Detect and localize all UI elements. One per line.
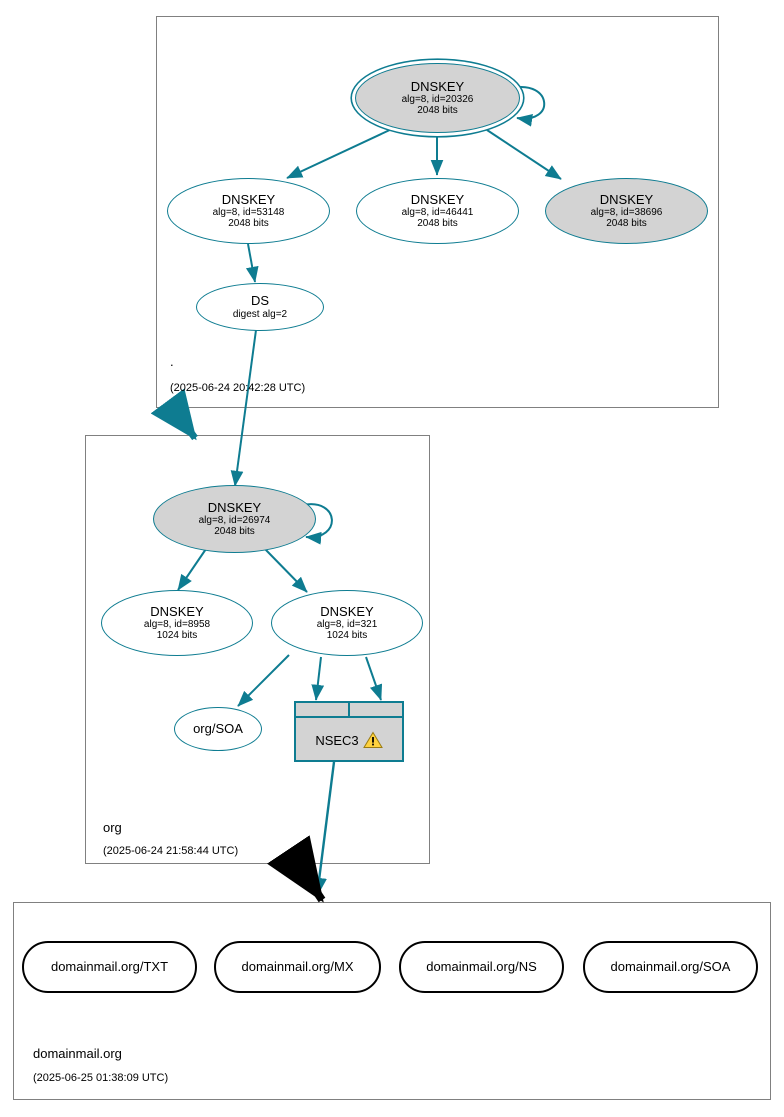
node-detail-alg: alg=8, id=321: [316, 619, 378, 631]
nsec3-header-cell-1: [296, 703, 348, 716]
node-detail-size: 1024 bits: [326, 630, 368, 642]
node-rrset-domainmail-mx[interactable]: [214, 941, 381, 993]
node-title: DNSKEY: [207, 499, 262, 515]
zone-timestamp-domainmail: (2025-06-25 01:38:09 UTC): [33, 1072, 169, 1084]
nsec3-label: NSEC3: [315, 732, 359, 748]
node-detail-alg: alg=8, id=26974: [198, 515, 271, 527]
node-rrset-domainmail-soa[interactable]: [583, 941, 758, 993]
zone-label-domainmail: domainmail.org: [33, 1046, 122, 1061]
node-title: org/SOA: [193, 720, 243, 736]
node-title: domainmail.org/MX: [241, 958, 354, 974]
node-title: DNSKEY: [221, 191, 276, 207]
node-dnskey-org-321[interactable]: [271, 590, 423, 656]
node-detail-alg: alg=8, id=53148: [212, 207, 285, 219]
node-detail-alg: alg=8, id=38696: [590, 207, 663, 219]
node-detail-size: 2048 bits: [417, 105, 458, 117]
node-detail-alg: alg=8, id=8958: [143, 619, 211, 631]
node-title: domainmail.org/NS: [426, 958, 537, 974]
node-dnskey-root-20326[interactable]: [355, 63, 520, 133]
node-rrset-domainmail-ns[interactable]: [399, 941, 564, 993]
nsec3-header-row: [296, 703, 402, 718]
nsec3-body: [296, 718, 402, 762]
node-dnskey-root-46441[interactable]: [356, 178, 519, 244]
node-detail-size: 2048 bits: [417, 218, 458, 230]
node-title: DNSKEY: [410, 78, 465, 94]
zone-timestamp-root: (2025-06-24 20:42:28 UTC): [170, 382, 306, 394]
node-ds-root[interactable]: [196, 283, 324, 331]
warning-icon[interactable]: [363, 731, 383, 749]
node-detail-digest: digest alg=2: [232, 308, 288, 320]
node-detail-size: 2048 bits: [228, 218, 269, 230]
node-title: DNSKEY: [320, 603, 374, 619]
zone-label-root: .: [170, 354, 174, 369]
node-rrset-org-soa[interactable]: [174, 707, 262, 751]
node-detail-alg: alg=8, id=46441: [401, 207, 474, 219]
node-dnskey-root-53148[interactable]: [167, 178, 330, 244]
node-detail-size: 1024 bits: [156, 630, 198, 642]
node-title: DNSKEY: [599, 191, 654, 207]
node-dnskey-org-26974[interactable]: [153, 485, 316, 553]
node-title: domainmail.org/SOA: [610, 958, 731, 974]
zone-label-org: org: [103, 820, 122, 835]
node-detail-size: 2048 bits: [214, 526, 255, 538]
zone-timestamp-org: (2025-06-24 21:58:44 UTC): [103, 845, 239, 857]
node-detail-alg: alg=8, id=20326: [401, 94, 474, 106]
node-rrset-domainmail-txt[interactable]: [22, 941, 197, 993]
node-title: DS: [250, 293, 270, 309]
nsec3-header-cell-2: [348, 703, 402, 716]
node-dnskey-root-38696[interactable]: [545, 178, 708, 244]
node-detail-size: 2048 bits: [606, 218, 647, 230]
node-title: DNSKEY: [150, 603, 204, 619]
node-title: domainmail.org/TXT: [50, 958, 169, 974]
node-nsec3-proof[interactable]: [294, 701, 404, 762]
node-dnskey-org-8958[interactable]: [101, 590, 253, 656]
node-title: DNSKEY: [410, 191, 465, 207]
